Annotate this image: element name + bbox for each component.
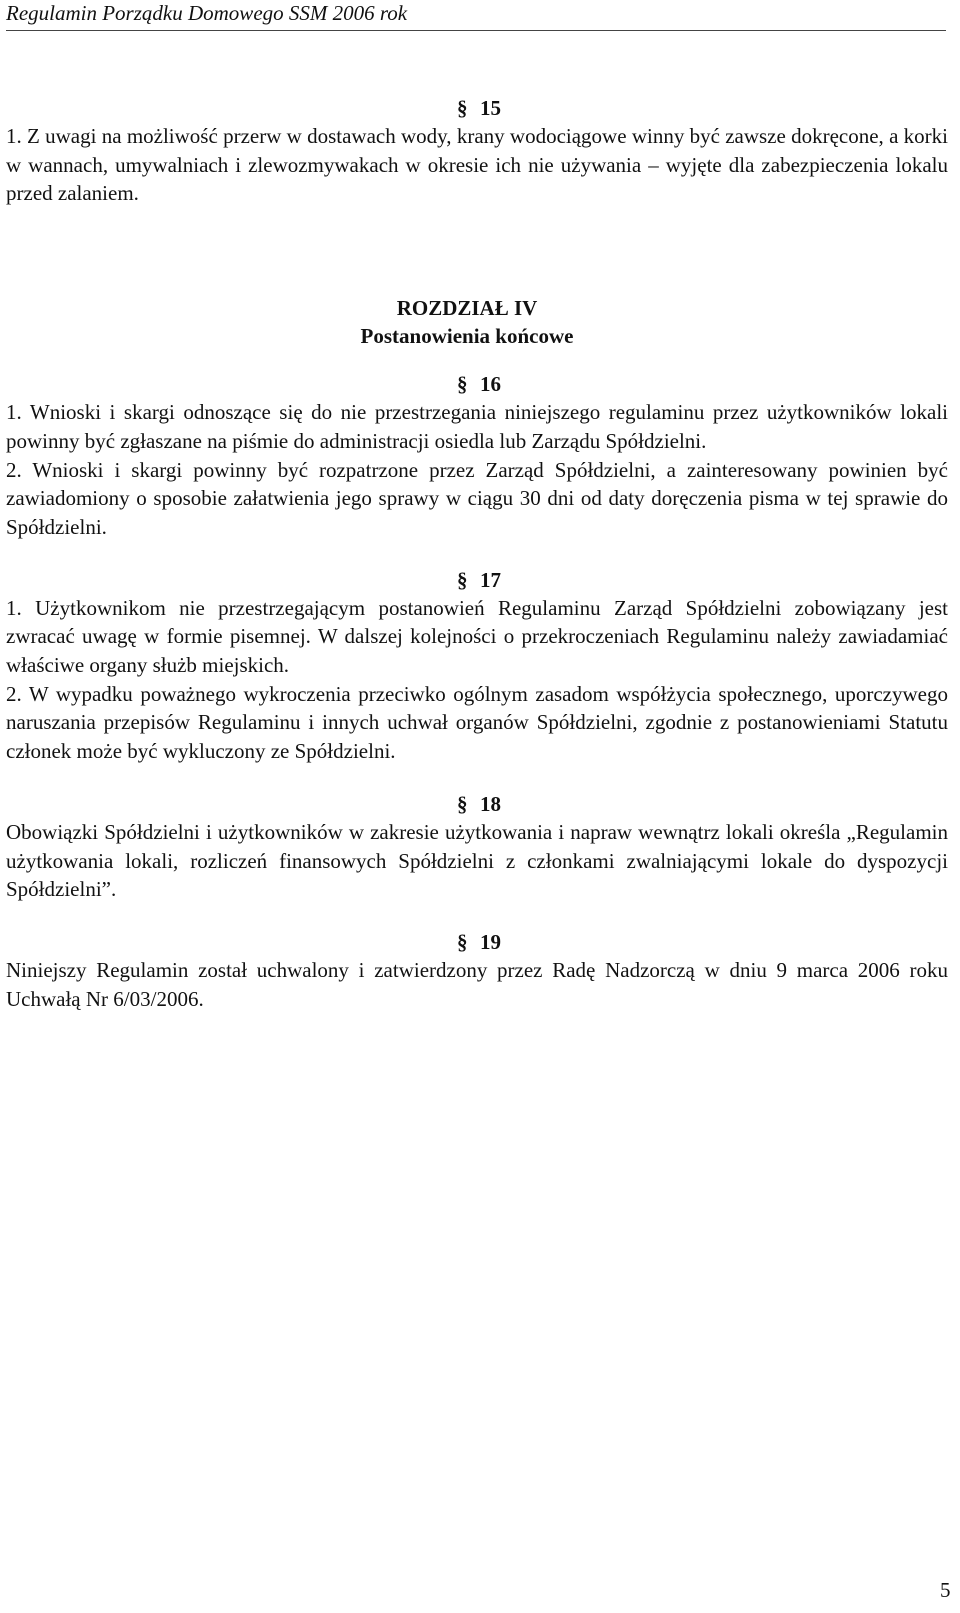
page-number: 5 bbox=[940, 1578, 951, 1602]
chapter-subtitle: Postanowienia końcowe bbox=[360, 324, 574, 349]
header-title: Regulamin Porządku Domowego SSM 2006 rok bbox=[6, 1, 408, 25]
paragraph-symbol: § bbox=[457, 372, 468, 397]
section-heading-15 bbox=[457, 94, 948, 122]
section-heading-19 bbox=[457, 928, 948, 956]
section-16-item-2: 2. Wnioski i skargi powinny być rozpatrzone przez Zarząd Spółdzielni, a zainteresowany powinien być zawiadomiony o sposobie załatwienia jego sprawy w ciągu 30 dni od daty doręczenia pisma w tej sprawie do Spółdzielni. bbox=[6, 457, 948, 539]
document-header bbox=[6, 0, 946, 31]
paragraph-symbol: § bbox=[457, 567, 468, 592]
section-number: 17 bbox=[480, 567, 501, 592]
section-17-item-2: 2. W wypadku poważnego wykroczenia przeciwko ogólnym zasadom współżycia społecznego, uporczywego naruszania przepisów Regulaminu i innych uchwał organów Spółdzielni, zgodnie z postanowieniami Statutu członek może być wykluczony ze Spółdzielni. bbox=[6, 681, 948, 764]
section-19-text: Niniejszy Regulamin został uchwalony i zatwierdzony przez Radę Nadzorczą w dniu 9 marca 2006 roku Uchwałą Nr 6/03/2006. bbox=[6, 957, 948, 1011]
section-16-item-1: 1. Wnioski i skargi odnoszące się do nie przestrzegania niniejszego regulaminu przez użytkowników lokali powinny być zgłaszane na piśmie do administracji osiedla lub Zarządu Spółdzielni. bbox=[6, 400, 948, 453]
paragraph-symbol: § bbox=[457, 791, 468, 816]
section-number: 15 bbox=[480, 96, 501, 120]
section-number: 19 bbox=[480, 929, 501, 954]
section-heading-16 bbox=[457, 370, 948, 398]
chapter-title: ROZDZIAŁ IV bbox=[396, 296, 538, 321]
document-body bbox=[6, 94, 948, 1013]
paragraph-symbol: § bbox=[457, 96, 468, 120]
section-15-item-1: 1. Z uwagi na możliwość przerw w dostawach wody, krany wodociągowe winny być zawsze dokręcone, a korki w wannach, umywalniach i zlewozmywakach w okresie ich nie używania – wyjęte dla zabezpieczenia lokalu przed zalaniem. bbox=[6, 124, 948, 206]
section-18-text: Obowiązki Spółdzielni i użytkowników w zakresie użytkowania i napraw wewnątrz lokali określa „Regulamin użytkowania lokali, rozliczeń finansowych Spółdzielni z członkami zwalniającymi lokale do dyspozycji Spółdzielni”. bbox=[6, 819, 948, 902]
section-number: 16 bbox=[480, 372, 501, 397]
section-heading-17 bbox=[457, 566, 948, 594]
paragraph-symbol: § bbox=[457, 929, 468, 954]
section-number: 18 bbox=[480, 791, 501, 816]
section-17-item-1: 1. Użytkownikom nie przestrzegającym postanowień Regulaminu Zarząd Spółdzielni zobowiązany jest zwracać uwagę w formie pisemnej. W dalszej kolejności o przekroczeniach Regulaminu należy zawiadamiać właściwe organy służb miejskich. bbox=[6, 595, 948, 678]
section-heading-18 bbox=[457, 790, 948, 818]
